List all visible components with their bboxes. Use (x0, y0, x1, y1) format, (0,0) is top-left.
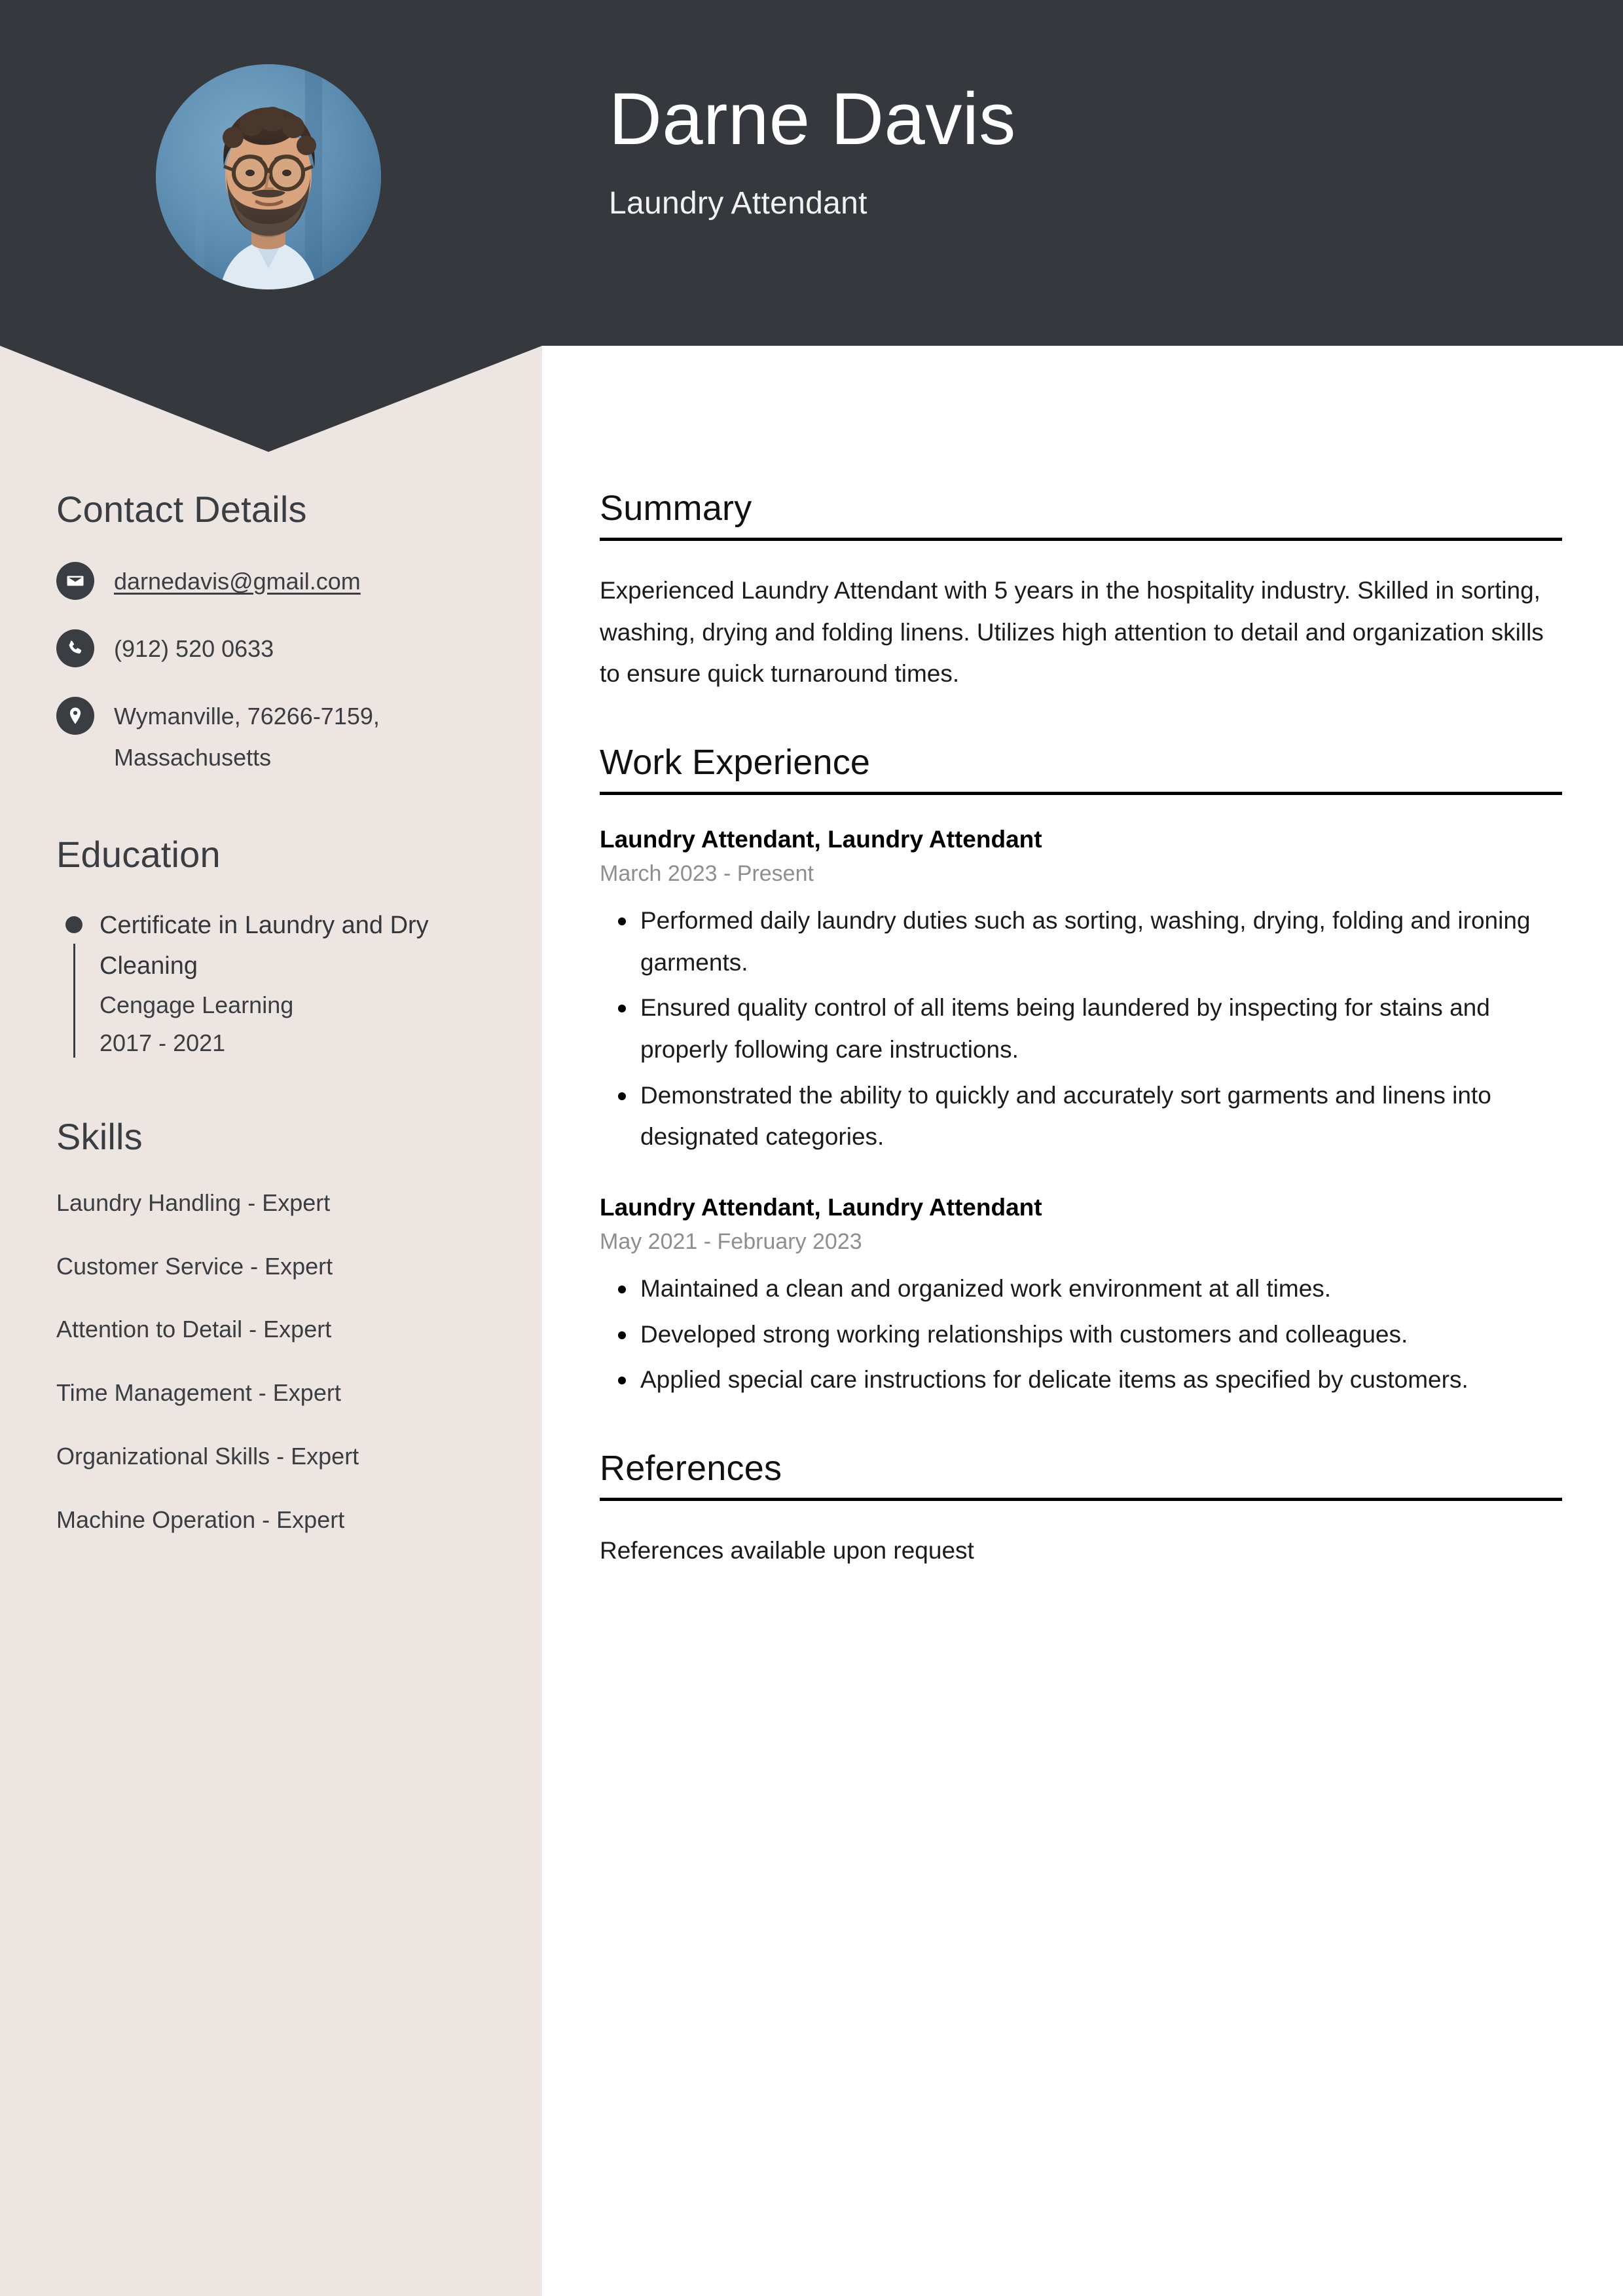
skills-heading: Skills (56, 1115, 143, 1157)
main-content (600, 488, 1562, 1572)
person-name: Darne Davis (609, 78, 1016, 160)
job-entry (600, 1192, 1562, 1401)
section-divider (600, 792, 1562, 795)
avatar (156, 64, 381, 289)
contact-email-value[interactable]: darnedavis@gmail.com (114, 568, 361, 595)
list-item: Developed strong working relationships with customers and colleagues. (640, 1314, 1562, 1356)
education-degree: Certificate in Laundry and Dry Cleaning (100, 912, 429, 980)
summary-section (600, 488, 1562, 695)
list-item: Machine Operation - Expert (56, 1506, 345, 1533)
contact-details-heading: Contact Details (56, 489, 307, 530)
skills-list (56, 1188, 488, 1536)
work-experience-section (600, 742, 1562, 1401)
education-timeline-line (73, 944, 75, 1058)
work-experience-heading: Work Experience (600, 742, 871, 782)
list-item: Ensured quality control of all items being laundered by inspecting for stains and properly following care instructions. (640, 987, 1562, 1070)
education-list (56, 906, 488, 1063)
education-bullet-icon (65, 916, 82, 933)
section-divider (600, 538, 1562, 541)
education-heading: Education (56, 834, 221, 875)
contact-phone-value[interactable]: (912) 520 0633 (114, 635, 274, 662)
person-role: Laundry Attendant (609, 186, 867, 221)
contact-item-address (56, 695, 488, 778)
contact-item-email[interactable] (56, 561, 488, 602)
job-title: Laundry Attendant, Laundry Attendant (600, 825, 1042, 853)
map-pin-icon (56, 697, 94, 735)
list-item: Attention to Detail - Expert (56, 1316, 332, 1343)
contact-item-phone[interactable] (56, 628, 488, 669)
job-dates: May 2021 - February 2023 (600, 1229, 862, 1254)
job-bullet-list (600, 1268, 1562, 1401)
envelope-icon (56, 562, 94, 600)
summary-heading: Summary (600, 489, 752, 528)
header-identity (609, 79, 1016, 221)
references-heading: References (600, 1449, 782, 1489)
list-item: Customer Service - Expert (56, 1252, 333, 1280)
list-item: Demonstrated the ability to quickly and accurately sort garments and linens into designated categories. (640, 1075, 1562, 1158)
list-item: Organizational Skills - Expert (56, 1442, 359, 1470)
contact-list (56, 561, 488, 778)
references-text: References available upon request (600, 1537, 974, 1565)
summary-text: Experienced Laundry Attendant with 5 years in the hospitality industry. Skilled in sorting, washing, drying and folding linens. Utilizes high attention to detail and organization skills to ensure quick turnaround times. (600, 577, 1544, 688)
list-item: Laundry Handling - Expert (56, 1189, 331, 1216)
list-item: Applied special care instructions for delicate items as specified by customers. (640, 1359, 1562, 1401)
job-title: Laundry Attendant, Laundry Attendant (600, 1193, 1042, 1221)
sidebar-content (56, 488, 488, 1536)
education-item (56, 906, 488, 1063)
job-bullet-list (600, 900, 1562, 1158)
job-entry (600, 824, 1562, 1158)
contact-address-value: Wymanville, 76266-7159, Massachusetts (114, 703, 380, 771)
education-dates: 2017 - 2021 (100, 1029, 226, 1057)
job-dates: March 2023 - Present (600, 861, 814, 886)
phone-icon (56, 629, 94, 667)
list-item: Maintained a clean and organized work environment at all times. (640, 1268, 1562, 1310)
section-divider (600, 1498, 1562, 1501)
education-school: Cengage Learning (100, 991, 294, 1019)
list-item: Time Management - Expert (56, 1379, 341, 1407)
references-section (600, 1448, 1562, 1572)
list-item: Performed daily laundry duties such as sorting, washing, drying, folding and ironing garments. (640, 900, 1562, 983)
